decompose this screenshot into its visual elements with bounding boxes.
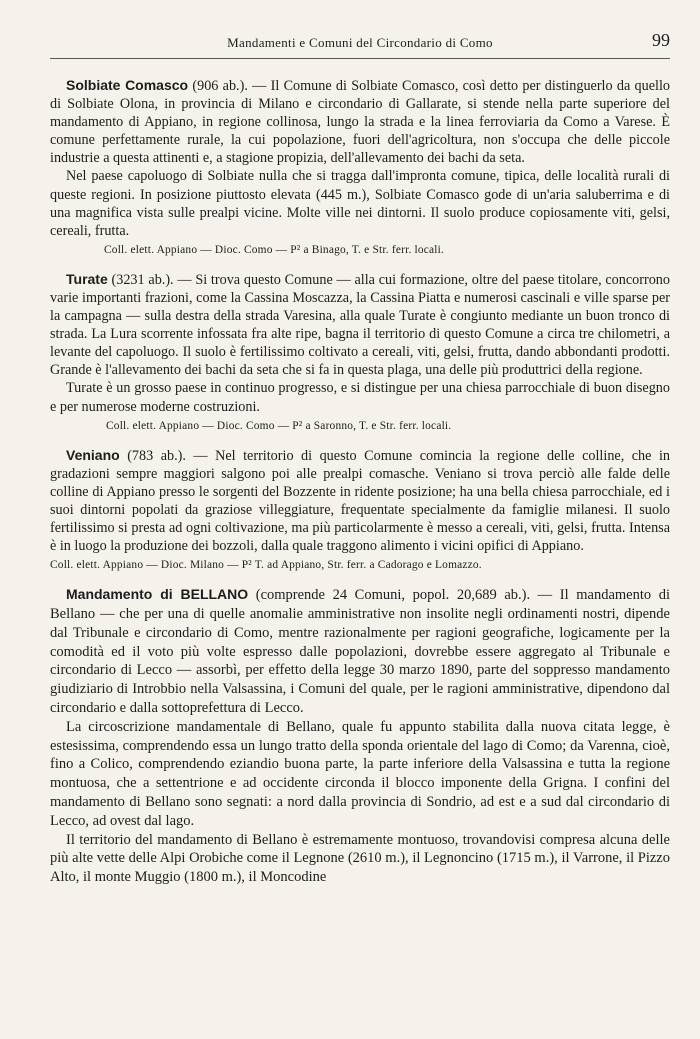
entry-coll-line: Coll. elett. Appiano — Dioc. Milano — P² T. ad Appiano, Str. ferr. a Cadorago e Lomazzo.	[50, 559, 482, 572]
entry-paragraph: Turate è un grosso paese in continuo progresso, e si distingue per una chiesa parrocchiale di buon disegno e per numerose moderne costruzioni.	[50, 380, 670, 415]
running-header	[50, 28, 670, 59]
entry-text: (783 ab.). — Nel territorio di questo Comune comincia la regione delle colline, che in gradazioni sempre maggiori salgono poi alle prealpi comasche. Veniano si trova perciò alle falde delle colline di Appiano presso le sorgenti del Bozzente in ridente posizione; ha una bella chiesa parrocchiale, ed i suoi dintorni popolati da graziose villeggiature, frequentate specialmente da famiglie milanesi. Il suolo fertilissimo si presta ad ogni coltivazione, ma più particolarmente è messo a cereali, viti, gelsi, frutta. Intensa è in luogo la produzione dei bozzoli, dalla quale traggono alimento i vicini opifici di Appiano.	[50, 447, 670, 555]
entry-headword: Turate	[66, 270, 108, 287]
entry-paragraph: Il territorio del mandamento di Bellano è estremamente montuoso, trovandovisi compresa alcuna delle più alte vette delle Alpi Orobiche come il Legnone (2610 m.), il Legnoncino (1715 m.), il Varrone, il Pizzo Alto, il monte Muggio (1800 m.), il Moncodine	[50, 831, 670, 886]
entry-mandamento-bellano	[50, 585, 670, 887]
entry-paragraph	[50, 270, 670, 380]
entry-turate	[50, 270, 670, 434]
page-number: 99	[652, 30, 670, 50]
entry-headword: Solbiate Comasco	[66, 77, 189, 93]
entry-paragraph	[50, 76, 670, 167]
entry-solbiate-comasco	[50, 76, 670, 258]
entry-paragraph	[50, 446, 670, 556]
entry-paragraph: Nel paese capoluogo di Solbiate nulla che si tragga dall'impronta comune, tipica, delle località rurali di queste regioni. In posizione piuttosto elevata (445 m.), Solbiate Comasco gode di un'aria saluberrima e di una magnifica vista sulle prealpi vicine. Molte ville nei dintorni. Il suolo produce copiosamente viti, gelsi, cereali, frutta.	[50, 168, 670, 239]
entry-veniano	[50, 446, 670, 574]
entry-headword: Veniano	[66, 446, 120, 463]
entry-text: (3231 ab.). — Si trova questo Comune — alla cui formazione, oltre del paese titolare, concorrono varie importanti frazioni, come la Cassina Moscazza, la Cassina Piatta e numerosi cascinali e ville sparse per la campagna — sulla destra della strada Varesina, alla quale Turate è congiunto mediante un buon tronco di strada. La Lura scorrente infossata fra alte ripe, bagna il territorio di questo Comune a circa tre chilometri, a levante del capoluogo. Il suolo è fertilissimo coltivato a cereali, viti, gelsi, frutta, dando abbondanti prodotti. Grande è l'allevamento dei bachi da seta che si fa in questa plaga, una delle più produttrici della regione.	[50, 271, 670, 379]
page-body	[50, 76, 670, 887]
entry-headword: Mandamento di BELLANO	[66, 586, 249, 603]
entry-paragraph: La circoscrizione mandamentale di Bellano, quale fu appunto stabilita dalla nuova citata legge, è estesissima, comprendendo essa un lungo tratto della sponda orientale del lago di Como; da Varenna, cioè, fino a Colico, comprendendo eziandio buona parte, la parte inferiore della Valsassina e tutta la regione montuosa, che a settentrione e ad occidente circonda il blocco imponente della Grigna. I confini del mandamento di Bellano sono segnati: a nord dalla provincia di Sondrio, ad est e a sud dal circondario di Lecco, ad ovest dal lago.	[50, 718, 670, 829]
entry-paragraph	[50, 585, 670, 718]
entry-coll-line: Coll. elett. Appiano — Dioc. Como — P² a Saronno, T. e Str. ferr. locali.	[106, 419, 452, 432]
header-title: Mandamenti e Comuni del Circondario di Como	[227, 35, 493, 50]
entry-coll-line: Coll. elett. Appiano — Dioc. Como — P² a Binago, T. e Str. ferr. locali.	[104, 243, 445, 256]
entry-text: (comprende 24 Comuni, popol. 20,689 ab.). — Il mandamento di Bellano — che per una di quelle anomalie amministrative non insolite negli ordinamenti nostri, dipende dal Tribunale e circondario di Como, mentre razionalmente per ragioni geografiche, logicamente per la comodità ed il voto più volte espresso dalle popolazioni, dovrebbe essere aggregato al Tribunale e circondario di Lecco — assorbì, per effetto della legge 30 marzo 1890, parte del soppresso mandamento giudiziario di Introbbio nella Valsassina, i Comuni del quale, per le ragioni amministrative, dipendono dal circondario e dalla sottoprefettura di Lecco.	[50, 587, 670, 716]
entry-text: (906 ab.). — Il Comune di Solbiate Comasco, così detto per distinguerlo da quello di Solbiate Olona, in provincia di Milano e circondario di Gallarate, si stende nella parte superiore del mandamento di Appiano, in regione collinosa, lungo la strada e la linea ferroviaria da Como a Varese. È comune perfettamente rurale, la cui popolazione, fuori dell'agricoltura, non s'occupa che delle piccole industrie a questa attinenti e, a stagione propizia, dell'allevamento dei bachi da seta.	[50, 78, 670, 167]
